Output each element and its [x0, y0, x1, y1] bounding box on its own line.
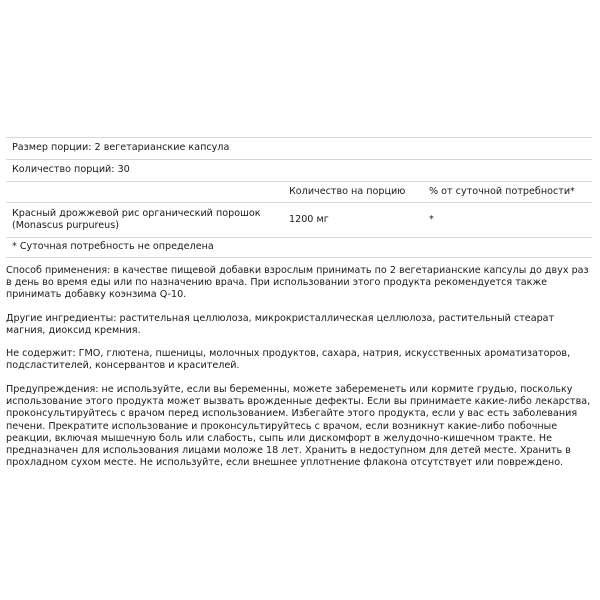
ingredient-row: [6, 202, 592, 237]
supplement-facts-table: [6, 137, 592, 258]
ingredient-name-line2: (Monascus purpureus): [12, 220, 119, 231]
ingredient-amount: 1200 мг: [289, 214, 329, 225]
serving-size: Размер порции: 2 вегетарианские капсула: [12, 142, 230, 153]
does-not-contain-section: [6, 348, 594, 372]
footnote-row: [6, 237, 592, 258]
other-ingredients-section: [6, 313, 594, 337]
servings-count: Количество порций: 30: [12, 164, 130, 175]
does-not-contain-text: Не содержит: ГМО, глютена, пшеницы, молочных продуктов, сахара, натрия, искусственных ароматизаторов, подсластителей, консервантов и красителей.: [6, 348, 571, 372]
table-header-row: [6, 181, 592, 202]
usage-section: [6, 265, 594, 302]
servings-count-row: [6, 159, 592, 181]
serving-size-row: [6, 137, 592, 159]
ingredient-daily-value: *: [429, 214, 434, 225]
daily-value-header: % от суточной потребности*: [429, 186, 575, 197]
warnings-text: Предупреждения: не используйте, если вы беременны, можете забеременеть или кормите грудью, поскольку использование этого продукта может вызвать врожденные дефекты. Если вы принимаете какие-либо лекарства, проконсультируйтесь с врачом перед использованием. Избегайте этого продукта, если у вас есть заболевания печени. Прекратите использование и проконсультируйтесь с врачом, если возникнут какие-либо побочные реакции, включая мышечную боль или слабость, сыпь или дискомфорт в желудочно-кишечном тракте. Не предназначен для использования лицами моложе 18 лет. Хранить в недоступном для детей месте. Хранить в прохладном сухом месте. Не используйте, если внешнее уплотнение флакона отсутствует или повреждено.: [6, 384, 591, 469]
other-ingredients-text: Другие ингредиенты: растительная целлюлоза, микрокристаллическая целлюлоза, растительный стеарат магния, диоксид кремния.: [6, 313, 555, 337]
usage-text: Способ применения: в качестве пищевой добавки взрослым принимать по 2 вегетарианские капсулы до двух раз в день во время еды или по назначению врача. При использовании этого продукта рекомендуется также принимать добавку коэнзима Q-10.: [6, 265, 589, 301]
ingredient-name: [12, 208, 261, 232]
ingredient-name-line1: Красный дрожжевой рис органический порошок: [12, 208, 261, 219]
warnings-section: [6, 384, 594, 469]
amount-per-serving-header: Количество на порцию: [289, 186, 406, 197]
daily-value-footnote: * Суточная потребность не определена: [12, 241, 214, 252]
